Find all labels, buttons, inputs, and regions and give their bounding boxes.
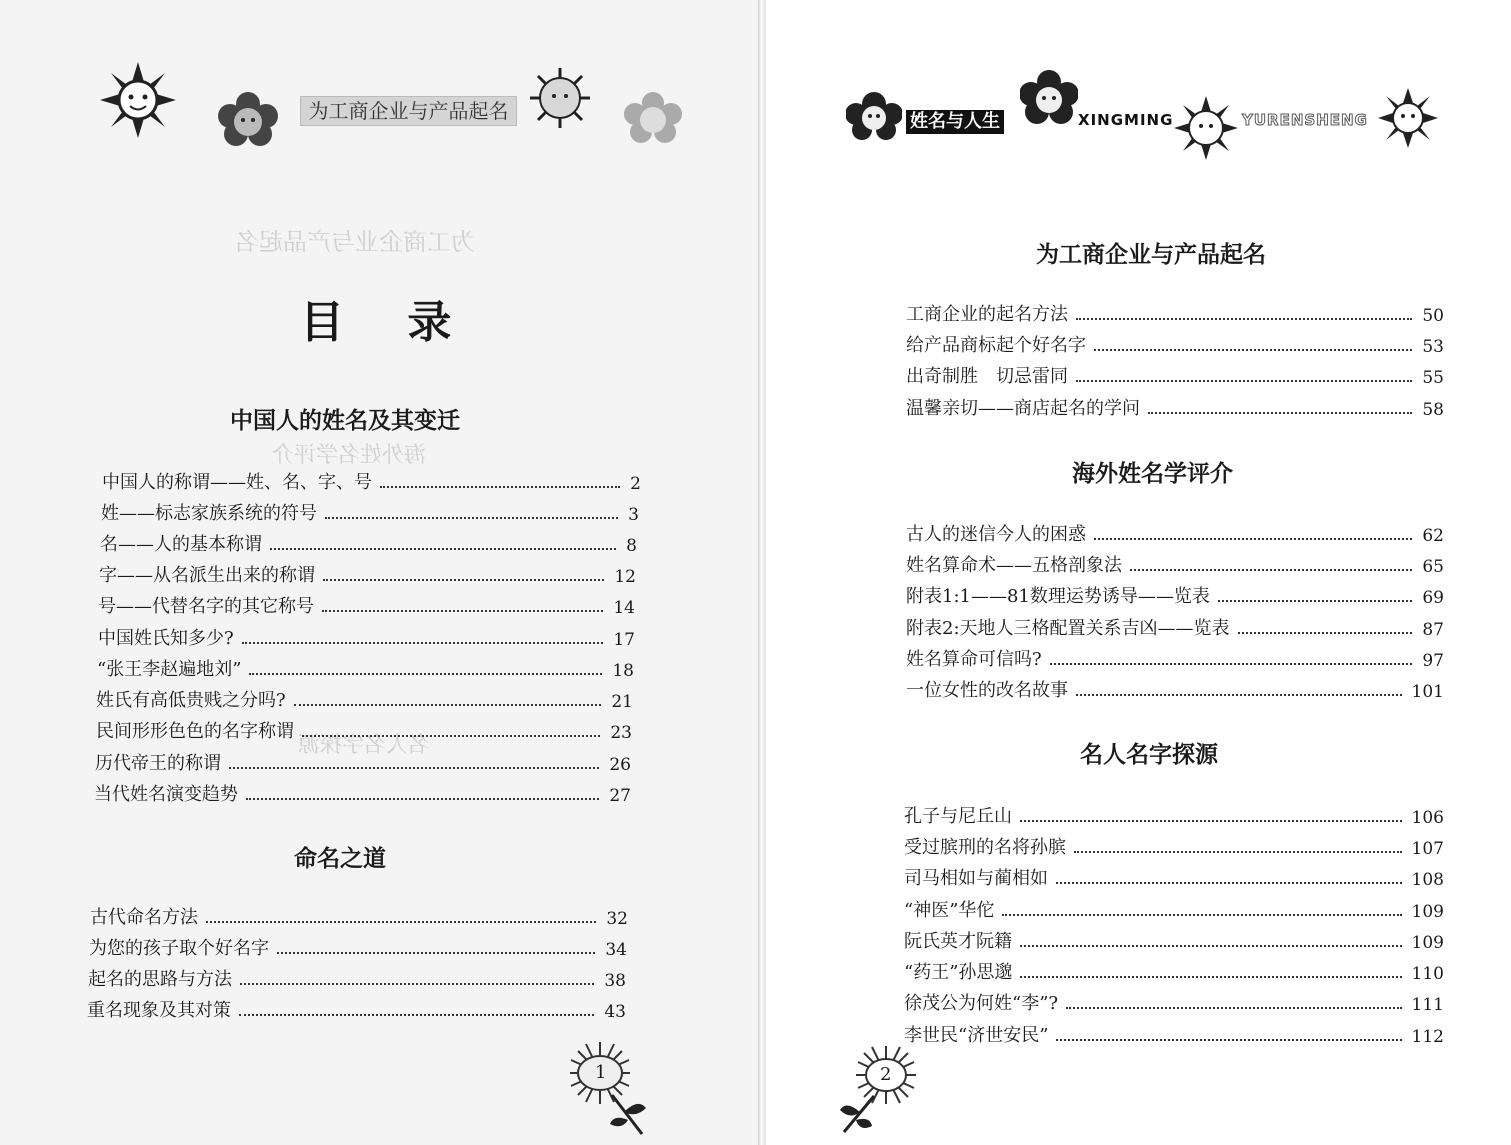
leader-dots (1056, 1039, 1401, 1041)
toc-entry[interactable] (904, 927, 1444, 953)
toc-entry-label: 中国姓氏知多少? (98, 628, 234, 649)
toc-entry-page: 43 (604, 1002, 626, 1022)
girl-flower-icon (218, 92, 278, 148)
section-heading: 海外姓名学评介 (1072, 461, 1233, 487)
leader-dots (322, 610, 603, 612)
toc-entry-page: 50 (1422, 306, 1444, 326)
toc-entry-label: 姓——标志家族系统的符号 (101, 503, 317, 524)
toc-entry[interactable] (906, 362, 1444, 388)
leader-dots (249, 673, 602, 675)
leader-dots (1050, 663, 1413, 665)
toc-entry-page: 87 (1422, 620, 1444, 640)
section-heading: 为工商企业与产品起名 (1036, 242, 1266, 268)
toc-entry-label: 当代姓名演变趋势 (94, 784, 238, 805)
toc-entry[interactable] (96, 717, 632, 743)
toc-entry-page: 12 (614, 567, 636, 587)
toc-entry-label: 古人的迷信今人的困惑 (906, 524, 1086, 545)
toc-entry-page: 107 (1411, 839, 1444, 859)
right-page (766, 0, 1511, 1145)
toc-entry[interactable] (904, 958, 1444, 984)
header-word: YURENSHENG (1242, 111, 1368, 129)
toc-entry[interactable] (96, 686, 633, 712)
toc-entry-label: 起名的思路与方法 (88, 969, 232, 990)
toc-entry-page: 8 (626, 536, 637, 556)
toc-entry-label: 名——人的基本称谓 (100, 534, 262, 555)
toc-entry-page: 32 (606, 909, 628, 929)
toc-entry-page: 97 (1422, 651, 1444, 671)
toc-entry-label: “药王”孙思邈 (904, 962, 1013, 983)
toc-entry-label: 姓名算命可信吗? (906, 649, 1042, 670)
leader-dots (1076, 694, 1402, 696)
book-gutter (758, 0, 766, 1145)
toc-entry[interactable] (102, 468, 641, 494)
toc-entry-label: “张王李赵遍地刘” (97, 659, 242, 680)
toc-entry[interactable] (906, 676, 1444, 702)
toc-entry[interactable] (89, 934, 627, 960)
toc-entry-label: 姓氏有高低贵贱之分吗? (96, 690, 286, 711)
leader-dots (1074, 851, 1402, 853)
toc-entry-page: 17 (613, 630, 635, 650)
toc-entry-label: 阮氏英才阮籍 (904, 931, 1012, 952)
toc-entry[interactable] (98, 624, 635, 650)
toc-entry[interactable] (904, 989, 1444, 1015)
header-badge: 姓名与人生 (906, 110, 1004, 134)
leader-dots (1094, 538, 1412, 540)
toc-entry-label: 附表1:1——81数理运势诱导——览表 (906, 586, 1210, 607)
toc-entry[interactable] (87, 996, 626, 1022)
toc-entry-page: 18 (612, 661, 634, 681)
toc-entry-label: 受过膑刑的名将孙膑 (904, 837, 1066, 858)
toc-entry-label: “神医”华佗 (904, 900, 995, 921)
leader-dots (206, 921, 596, 923)
toc-entry[interactable] (904, 864, 1444, 890)
sun-face-icon (528, 68, 592, 128)
toc-entry-page: 110 (1411, 964, 1444, 984)
toc-entry-label: 工商企业的起名方法 (906, 304, 1068, 325)
header-word: XINGMING (1078, 111, 1174, 129)
page-number: 1 (595, 1062, 607, 1083)
toc-entry-page: 108 (1411, 870, 1444, 890)
leader-dots (380, 486, 620, 488)
leader-dots (246, 798, 599, 800)
leader-dots (1020, 976, 1401, 978)
toc-entry-page: 109 (1411, 933, 1444, 953)
leader-dots (229, 767, 599, 769)
toc-entry-label: 孔子与尼丘山 (904, 806, 1012, 827)
leader-dots (1218, 600, 1412, 602)
sun-face-icon (1378, 88, 1438, 148)
toc-entry-label: 徐茂公为何姓“李”? (904, 993, 1059, 1014)
toc-entry-page: 62 (1422, 526, 1444, 546)
toc-entry-label: 附表2:天地人三格配置关系吉凶——览表 (906, 618, 1230, 639)
page-number: 2 (880, 1064, 892, 1085)
toc-entry[interactable] (906, 300, 1444, 326)
leader-dots (325, 517, 618, 519)
girl-face-icon (846, 92, 902, 140)
toc-entry[interactable] (88, 965, 626, 991)
leader-dots (1056, 882, 1402, 884)
bleed-through-text: 海外姓名学评介 (272, 443, 427, 468)
toc-entry[interactable] (906, 645, 1444, 671)
toc-entry[interactable] (906, 582, 1444, 608)
running-header: 为工商企业与产品起名 (300, 96, 517, 126)
toc-entry[interactable] (97, 655, 634, 681)
toc-entry[interactable] (906, 394, 1444, 420)
toc-entry-page: 14 (613, 598, 635, 618)
leader-dots (240, 983, 594, 985)
bleed-through-text: 为工商企业与产品起名 (235, 228, 475, 256)
toc-entry[interactable] (90, 903, 628, 929)
toc-entry-label: 字——从名派生出来的称谓 (99, 565, 315, 586)
toc-entry[interactable] (100, 530, 637, 556)
leader-dots (1020, 945, 1402, 947)
toc-entry-label: 民间形形色色的名字称谓 (96, 721, 294, 742)
toc-entry-label: 古代命名方法 (90, 907, 198, 928)
sun-face-icon (100, 62, 176, 138)
toc-entry-page: 106 (1411, 808, 1444, 828)
leader-dots (239, 1014, 594, 1016)
toc-entry-page: 55 (1422, 368, 1444, 388)
toc-entry[interactable] (906, 331, 1444, 357)
section-heading: 命名之道 (294, 846, 386, 872)
sun-face-icon (1174, 96, 1238, 160)
leader-dots (323, 579, 604, 581)
section-heading: 中国人的姓名及其变迁 (230, 408, 460, 434)
toc-entry[interactable] (906, 551, 1444, 577)
toc-entry-label: 出奇制胜 切忌雷同 (906, 366, 1068, 387)
toc-entry[interactable] (99, 561, 636, 587)
leader-dots (1020, 820, 1402, 822)
toc-entry-page: 3 (628, 505, 639, 525)
toc-entry-page: 27 (609, 786, 631, 806)
flower-page-number-icon (566, 1040, 652, 1136)
toc-entry-label: 号——代替名字的其它称号 (98, 596, 314, 617)
leader-dots (1094, 349, 1412, 351)
toc-entry-page: 23 (610, 723, 632, 743)
toc-entry[interactable] (906, 614, 1444, 640)
toc-entry-page: 111 (1411, 995, 1444, 1015)
toc-entry[interactable] (98, 592, 635, 618)
toc-entry-page: 58 (1422, 400, 1444, 420)
leader-dots (1076, 318, 1412, 320)
toc-entry-page: 26 (609, 755, 631, 775)
girl-flower-icon (624, 92, 682, 144)
leader-dots (1076, 380, 1412, 382)
section-heading: 名人名字探源 (1080, 742, 1218, 768)
girl-face-icon (1020, 70, 1078, 126)
toc-entry-label: 历代帝王的称谓 (95, 753, 221, 774)
toc-entry-label: 姓名算命术——五格剖象法 (906, 555, 1122, 576)
leader-dots (1238, 632, 1413, 634)
toc-entry-page: 53 (1422, 337, 1444, 357)
leader-dots (302, 735, 600, 737)
toc-entry[interactable] (94, 780, 631, 806)
bleed-through-text: 名人名字探源 (298, 733, 431, 758)
toc-entry-page: 101 (1411, 682, 1444, 702)
leader-dots (1002, 914, 1401, 916)
toc-entry[interactable] (95, 749, 631, 775)
toc-entry[interactable] (101, 499, 639, 525)
leader-dots (242, 642, 604, 644)
toc-entry-page: 34 (605, 940, 627, 960)
toc-entry-page: 21 (611, 692, 633, 712)
toc-entry-label: 李世民“济世安民” (904, 1025, 1049, 1046)
toc-entry-page: 112 (1411, 1027, 1444, 1047)
toc-entry-label: 温馨亲切——商店起名的学问 (906, 398, 1140, 419)
toc-entry-page: 38 (604, 971, 626, 991)
toc-entry[interactable] (906, 520, 1444, 546)
toc-title: 目 录 (300, 297, 476, 348)
toc-entry-page: 65 (1422, 557, 1444, 577)
toc-entry-label: 为您的孩子取个好名字 (89, 938, 269, 959)
toc-entry-label: 司马相如与蔺相如 (904, 868, 1048, 889)
toc-entry-label: 一位女性的改名故事 (906, 680, 1068, 701)
leader-dots (270, 548, 616, 550)
leader-dots (1148, 412, 1412, 414)
toc-entry-label: 重名现象及其对策 (87, 1000, 231, 1021)
leader-dots (277, 952, 595, 954)
toc-entry-label: 中国人的称谓——姓、名、字、号 (102, 472, 372, 493)
toc-entry-page: 69 (1422, 588, 1444, 608)
toc-entry-label: 给产品商标起个好名字 (906, 335, 1086, 356)
toc-entry-page: 109 (1411, 902, 1444, 922)
toc-entry[interactable] (904, 802, 1444, 828)
toc-entry[interactable] (904, 1021, 1444, 1047)
toc-entry[interactable] (904, 833, 1444, 859)
leader-dots (294, 704, 602, 706)
leader-dots (1066, 1007, 1401, 1009)
flower-page-number-icon (838, 1044, 922, 1134)
toc-entry-page: 2 (630, 474, 641, 494)
leader-dots (1130, 569, 1412, 571)
toc-entry[interactable] (904, 896, 1444, 922)
